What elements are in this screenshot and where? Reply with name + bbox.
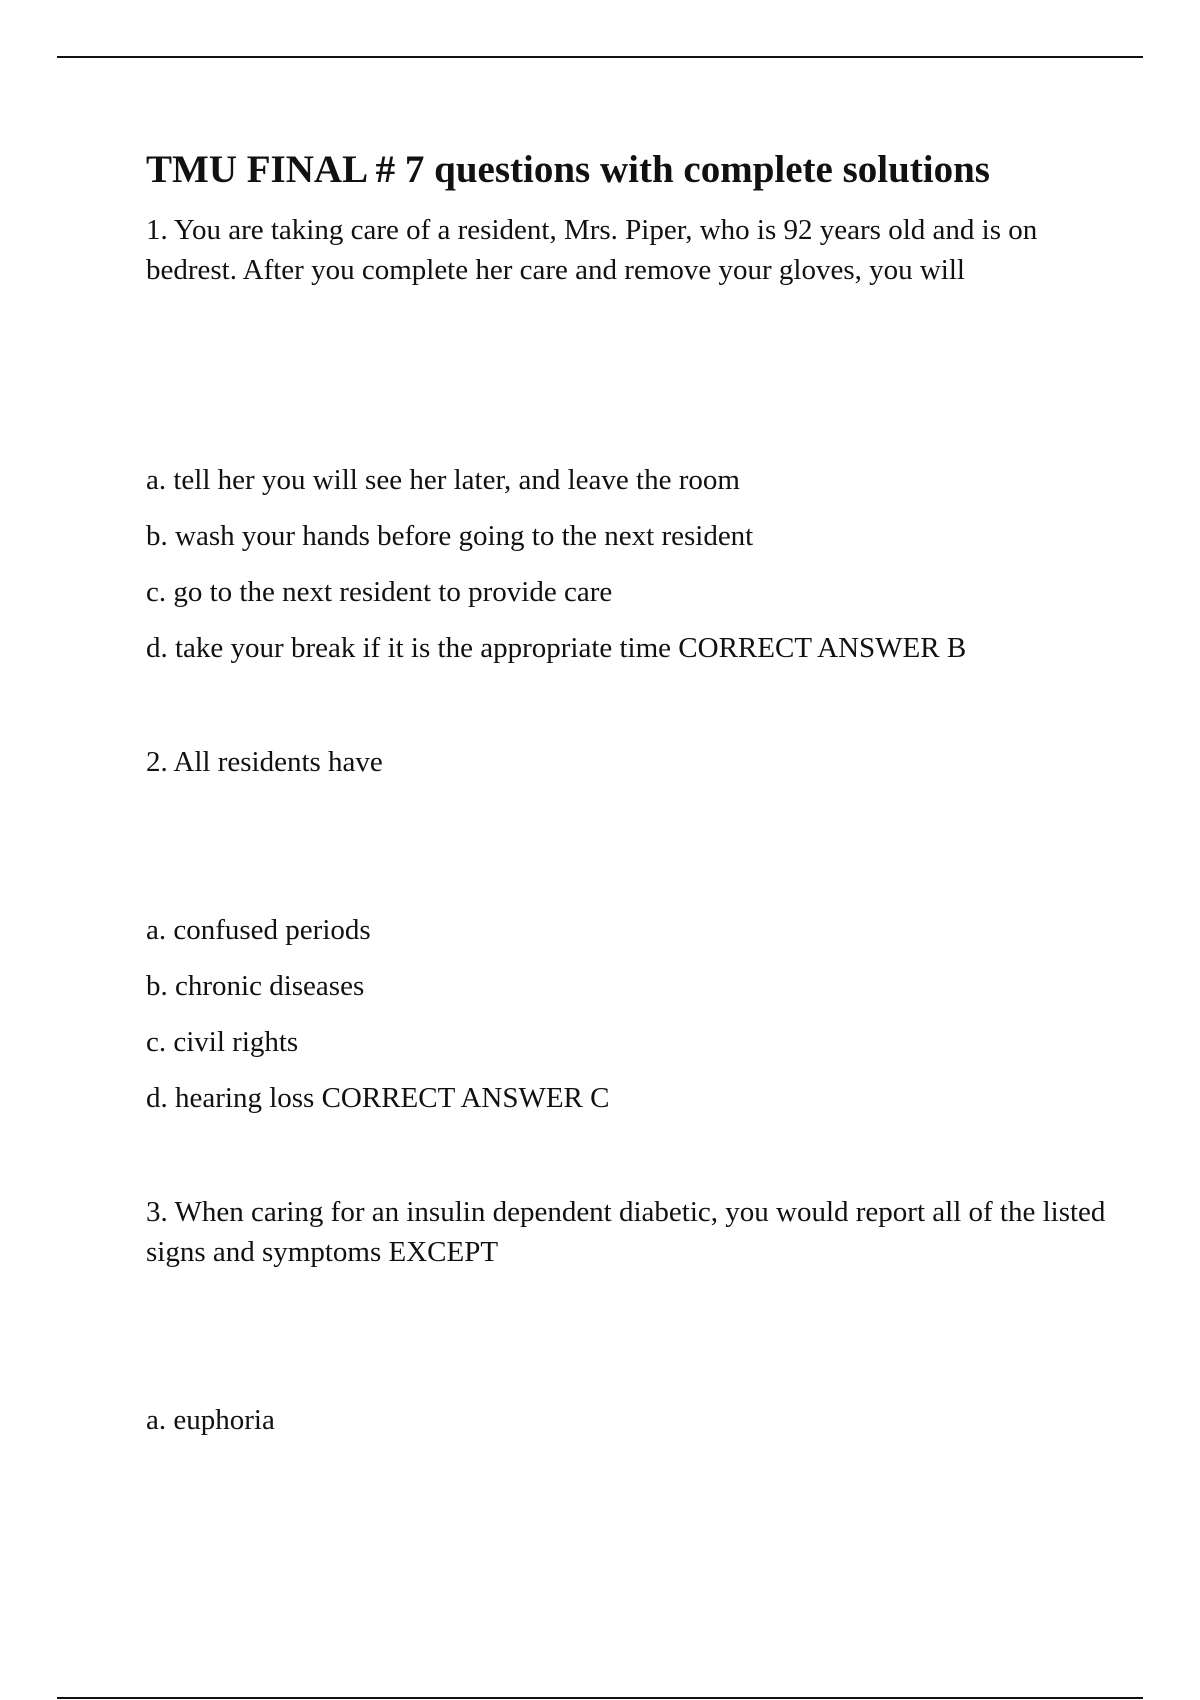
question-2-option-d: d. hearing loss CORRECT ANSWER C [146,1082,610,1114]
question-3-option-a: a. euphoria [146,1404,275,1436]
question-2-stem: 2. All residents have [146,746,383,778]
question-1-stem: 1. You are taking care of a resident, Mrs. Piper, who is 92 years old and is on bedrest. After you complete her care and remove your gloves, you will [146,214,1038,286]
document-title: TMU FINAL # 7 questions with complete solutions [146,148,990,191]
question-1-option-d: d. take your break if it is the appropriate time CORRECT ANSWER B [146,632,967,664]
bottom-rule [57,1697,1143,1699]
top-rule [57,56,1143,58]
question-1-option-c: c. go to the next resident to provide care [146,576,613,608]
question-1-option-a: a. tell her you will see her later, and leave the room [146,464,740,496]
question-2-option-b: b. chronic diseases [146,970,365,1002]
question-1-option-b: b. wash your hands before going to the next resident [146,520,754,552]
question-2-option-a: a. confused periods [146,914,371,946]
question-3-stem: 3. When caring for an insulin dependent diabetic, you would report all of the listed signs and symptoms EXCEPT [146,1196,1106,1268]
question-2-option-c: c. civil rights [146,1026,299,1058]
